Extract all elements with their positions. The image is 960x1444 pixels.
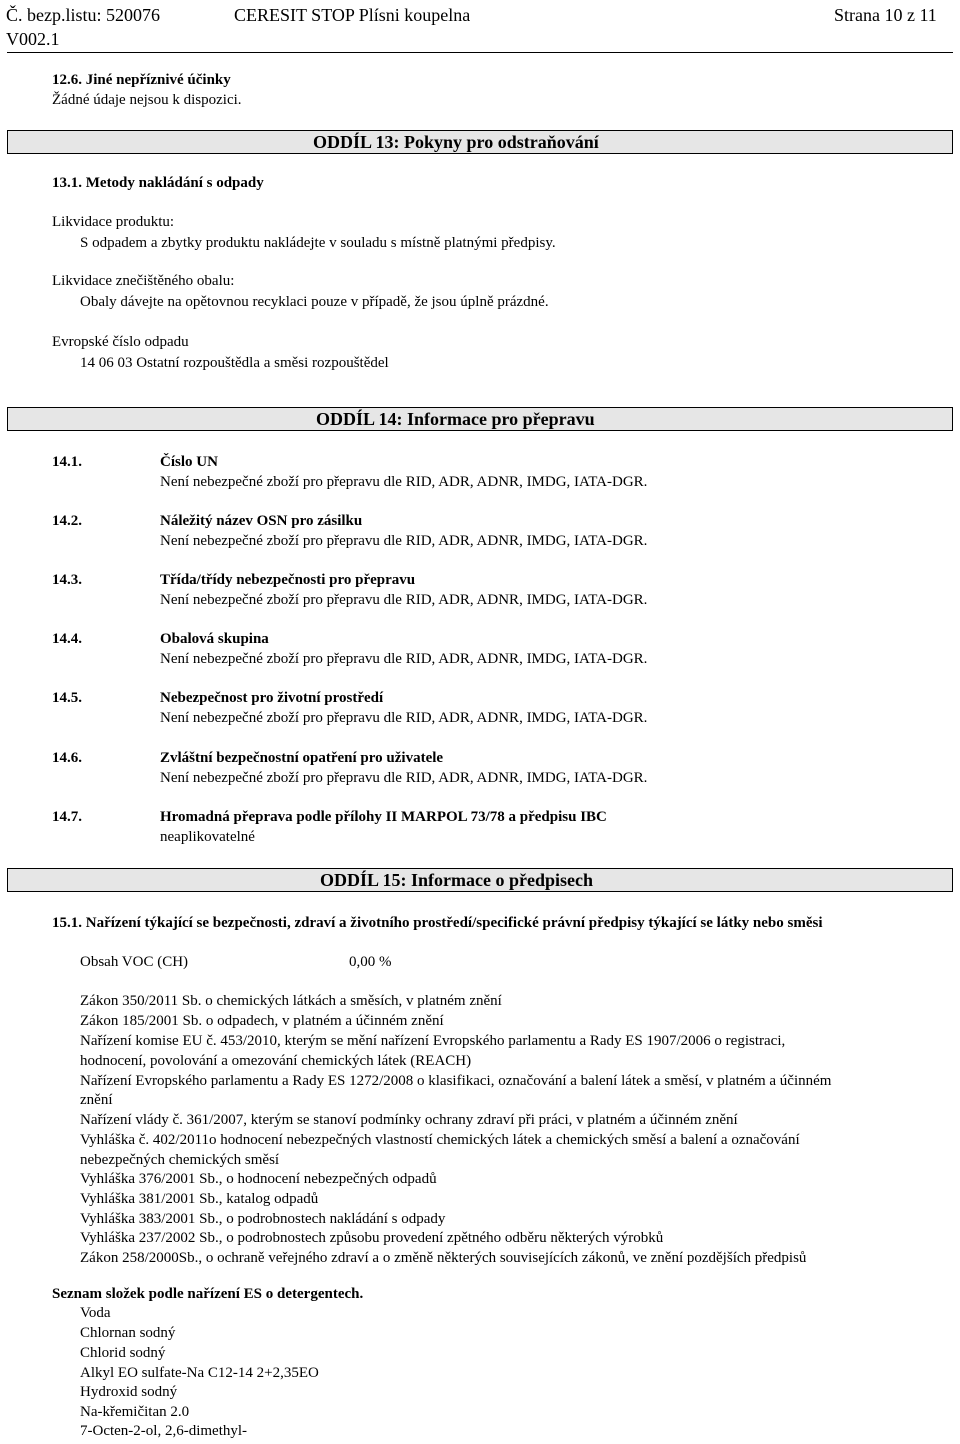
section-15-box	[7, 868, 953, 892]
transport-row-text: Není nebezpečné zboží pro přepravu dle RID, ADR, ADNR, IMDG, IATA-DGR.	[160, 651, 648, 667]
detergent-item: Alkyl EO sulfate-Na C12-14 2+2,35EO	[80, 1365, 319, 1381]
regulation-line: Vyhláška 376/2001 Sb., o hodnocení nebezpečných odpadů	[80, 1171, 437, 1187]
regulation-line: Zákon 258/2000Sb., o ochraně veřejného zdraví a o změně některých souvisejících zákonů, ve znění pozdějších předpisů	[80, 1250, 807, 1266]
regulation-line: Nařízení vlády č. 361/2007, kterým se stanoví podmínky ochrany zdraví při práci, v platném a účinném znění	[80, 1112, 738, 1128]
detergent-item: 7-Octen-2-ol, 2,6-dimethyl-	[80, 1423, 248, 1439]
transport-row-text: Není nebezpečné zboží pro přepravu dle RID, ADR, ADNR, IMDG, IATA-DGR.	[160, 474, 648, 490]
disposal-packaging-text: Obaly dávejte na opětovnou recyklaci pouze v případě, že jsou úplně prázdné.	[80, 294, 549, 310]
version: V002.1	[6, 29, 60, 49]
transport-row-title: Hromadná přeprava podle přílohy II MARPOL 73/78 a předpisu IBC	[160, 809, 607, 825]
transport-row-title: Náležitý název OSN pro zásilku	[160, 513, 363, 529]
transport-row-title: Číslo UN	[160, 454, 218, 470]
disposal-product-text: S odpadem a zbytky produktu nakládejte v souladu s místně platnými předpisy.	[80, 235, 556, 251]
detergent-item: Chlornan sodný	[80, 1325, 176, 1341]
regulation-line: Nařízení Evropského parlamentu a Rady ES 1272/2008 o klasifikaci, označování a balení látek a směsí, v platném a účinném	[80, 1073, 832, 1089]
disposal-product-label: Likvidace produktu:	[52, 214, 175, 230]
regulation-line: Nařízení komise EU č. 453/2010, kterým se mění nařízení Evropského parlamentu a Rady ES 1907/2006 o registraci,	[80, 1033, 786, 1049]
detergent-item: Chlorid sodný	[80, 1345, 166, 1361]
section-14-box	[7, 407, 953, 431]
transport-row-num: 14.6.	[52, 750, 82, 766]
transport-row-title: Třída/třídy nebezpečnosti pro přepravu	[160, 572, 416, 588]
transport-row-num: 14.5.	[52, 690, 82, 706]
product-name: CERESIT STOP Plísni koupelna	[234, 5, 471, 25]
section-13-1-title: 13.1. Metody nakládání s odpady	[52, 175, 264, 191]
transport-row-title: Nebezpečnost pro životní prostředí	[160, 690, 384, 706]
detergent-item: Na-křemičitan 2.0	[80, 1404, 190, 1420]
section-12-6-text: Žádné údaje nejsou k dispozici.	[52, 92, 242, 108]
transport-row-num: 14.3.	[52, 572, 82, 588]
regulation-line: Zákon 350/2011 Sb. o chemických látkách a směsích, v platném znění	[80, 993, 502, 1009]
detergent-item: Hydroxid sodný	[80, 1384, 178, 1400]
regulation-line: nebezpečných chemických směsí	[80, 1152, 280, 1168]
voc-value: 0,00 %	[349, 954, 392, 970]
regulation-line: hodnocení, povolování a omezování chemických látek (REACH)	[80, 1053, 472, 1069]
regulation-line: znění	[80, 1092, 113, 1108]
transport-row-text: Není nebezpečné zboží pro přepravu dle RID, ADR, ADNR, IMDG, IATA-DGR.	[160, 592, 648, 608]
page-number: Strana 10 z 11	[834, 5, 937, 25]
regulation-line: Vyhláška 237/2002 Sb., o podrobnostech způsobu provedení zpětného odběru některých výrobků	[80, 1230, 664, 1246]
voc-label: Obsah VOC (CH)	[80, 954, 189, 970]
regulation-line: Zákon 185/2001 Sb. o odpadech, v platném a účinném znění	[80, 1013, 444, 1029]
transport-row-text: Není nebezpečné zboží pro přepravu dle RID, ADR, ADNR, IMDG, IATA-DGR.	[160, 770, 648, 786]
section-14-heading: ODDÍL 14: Informace pro přepravu	[316, 409, 595, 429]
detergent-list-title: Seznam složek podle nařízení ES o detergentech.	[52, 1286, 364, 1302]
section-13-box	[7, 130, 953, 154]
transport-row-text: neaplikovatelné	[160, 829, 255, 845]
transport-row-num: 14.4.	[52, 631, 82, 647]
section-12-6-title: 12.6. Jiné nepříznivé účinky	[52, 72, 231, 88]
transport-row-title: Obalová skupina	[160, 631, 269, 647]
waste-code-label: Evropské číslo odpadu	[52, 334, 189, 350]
transport-row-text: Není nebezpečné zboží pro přepravu dle RID, ADR, ADNR, IMDG, IATA-DGR.	[160, 533, 648, 549]
transport-row-num: 14.1.	[52, 454, 82, 470]
disposal-packaging-label: Likvidace znečištěného obalu:	[52, 273, 235, 289]
waste-code-text: 14 06 03 Ostatní rozpouštědla a směsi rozpouštědel	[80, 355, 389, 371]
detergent-item: Voda	[80, 1305, 111, 1321]
section-15-heading: ODDÍL 15: Informace o předpisech	[320, 870, 593, 890]
doc-number: Č. bezp.listu: 520076	[6, 5, 160, 25]
header-rule	[7, 52, 953, 53]
transport-row-title: Zvláštní bezpečnostní opatření pro uživatele	[160, 750, 444, 766]
section-13-heading: ODDÍL 13: Pokyny pro odstraňování	[313, 132, 599, 152]
transport-row-num: 14.2.	[52, 513, 82, 529]
section-15-1-title: 15.1. Nařízení týkající se bezpečnosti, zdraví a životního prostředí/specifické právní předpisy týkající se látky nebo směsi	[52, 915, 823, 931]
regulation-line: Vyhláška č. 402/2011o hodnocení nebezpečných vlastností chemických látek a chemických směsí a balení a označování	[80, 1132, 800, 1148]
regulation-line: Vyhláška 381/2001 Sb., katalog odpadů	[80, 1191, 319, 1207]
transport-row-text: Není nebezpečné zboží pro přepravu dle RID, ADR, ADNR, IMDG, IATA-DGR.	[160, 710, 648, 726]
regulation-line: Vyhláška 383/2001 Sb., o podrobnostech nakládání s odpady	[80, 1211, 446, 1227]
transport-row-num: 14.7.	[52, 809, 82, 825]
